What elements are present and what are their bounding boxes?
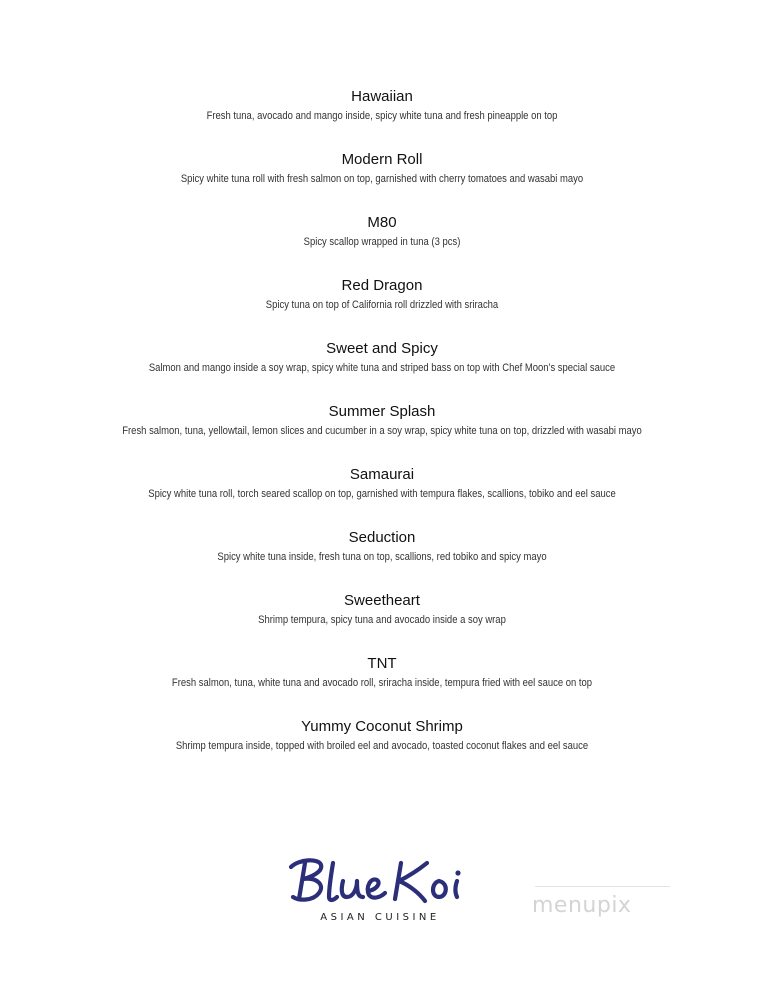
item-name: TNT [367, 655, 397, 672]
item-description: Fresh salmon, tuna, yellowtail, lemon slices and cucumber in a soy wrap, spicy white tuna on top, drizzled with wasabi mayo [122, 425, 642, 437]
item-description: Shrimp tempura, spicy tuna and avocado inside a soy wrap [258, 614, 506, 626]
item-description: Spicy scallop wrapped in tuna (3 pcs) [303, 236, 461, 248]
item-name: Summer Splash [328, 403, 436, 420]
item-name: M80 [367, 214, 397, 231]
menu-item-8 [0, 529, 764, 564]
item-description: Spicy white tuna inside, fresh tuna on top, scallions, red tobiko and spicy mayo [217, 551, 547, 563]
item-name: Hawaiian [351, 88, 413, 105]
menu-item-6 [0, 403, 764, 438]
blue-koi-logo [285, 855, 475, 930]
item-description: Spicy tuna on top of California roll drizzled with sriracha [265, 299, 499, 311]
menu-item-9 [0, 592, 764, 627]
menu-item-1 [0, 88, 764, 123]
menu-item-5 [0, 340, 764, 375]
item-name: Samaurai [349, 466, 415, 483]
item-name: Modern Roll [341, 151, 423, 168]
item-description: Spicy white tuna roll with fresh salmon on top, garnished with cherry tomatoes and wasabi mayo [180, 173, 584, 185]
logo-tagline: ASIAN CUISINE [320, 912, 440, 923]
item-name: Yummy Coconut Shrimp [301, 718, 463, 735]
brand-script-logo [285, 855, 475, 911]
menupix-watermark: menupix [532, 893, 632, 918]
menu-item-4 [0, 277, 764, 312]
menu-item-3 [0, 214, 764, 249]
item-name: Seduction [348, 529, 416, 546]
item-description: Spicy white tuna roll, torch seared scallop on top, garnished with tempura flakes, scallions, tobiko and eel sauce [148, 488, 616, 500]
item-description: Fresh salmon, tuna, white tuna and avocado roll, sriracha inside, tempura fried with eel sauce on top [171, 677, 593, 689]
menu-item-2 [0, 151, 764, 186]
item-name: Red Dragon [341, 277, 423, 294]
watermark-divider [535, 886, 670, 887]
item-description: Fresh tuna, avocado and mango inside, spicy white tuna and fresh pineapple on top [206, 110, 558, 122]
menu-item-7 [0, 466, 764, 501]
item-description: Salmon and mango inside a soy wrap, spicy white tuna and striped bass on top with Chef Moon’s special sauce [148, 362, 616, 374]
item-description: Shrimp tempura inside, topped with broiled eel and avocado, toasted coconut flakes and eel sauce [175, 740, 589, 752]
menu-item-11 [0, 718, 764, 753]
menu-item-10 [0, 655, 764, 690]
item-name: Sweetheart [344, 592, 420, 609]
item-name: Sweet and Spicy [326, 340, 438, 357]
